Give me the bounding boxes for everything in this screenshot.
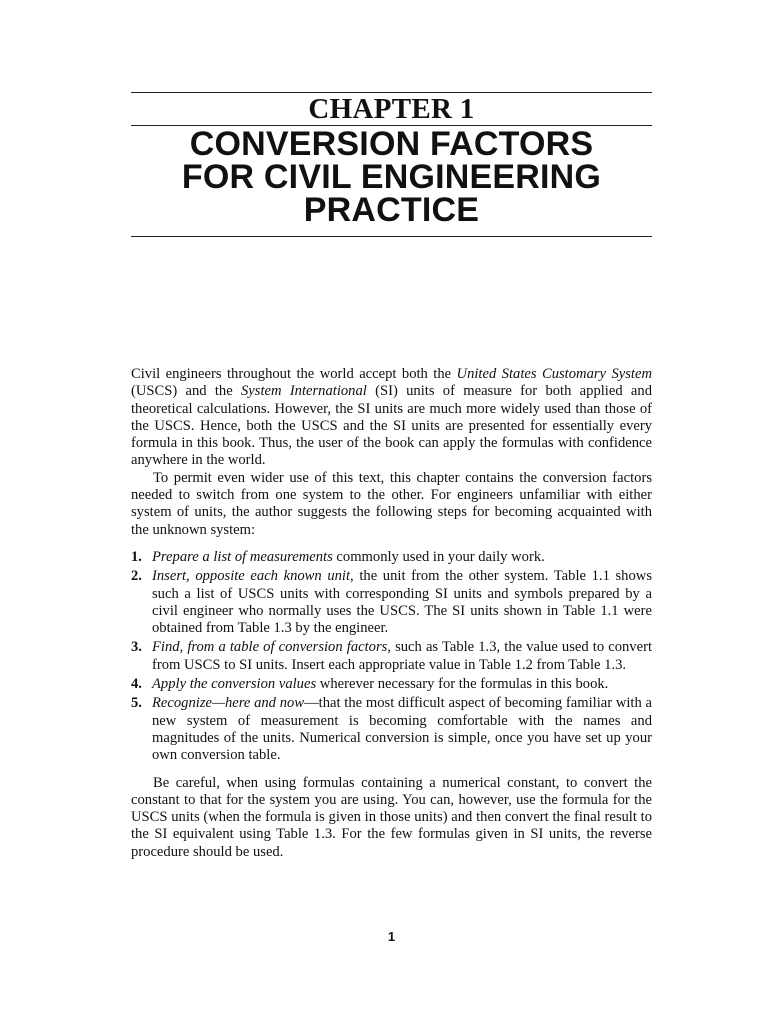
list-item (131, 695, 652, 764)
page-number: 1 (387, 929, 396, 944)
list-item (131, 549, 652, 566)
step-lead: Prepare a list of measurements (152, 548, 333, 565)
closing-paragraph: Be careful, when using formulas containing a numerical constant, to convert the constant to that for the system you are using. You can, however, use the formula for the USCS units (when the formula is given in those units) and then convert the final result to the SI equivalent using Table 1.3. For the few formulas given in SI units, the reverse procedure should be used. (131, 774, 652, 860)
chapter-title-line-1: CONVERSION FACTORS (189, 125, 594, 163)
chapter-title (131, 125, 652, 229)
step-text: the unit from the other system. Table 1.1 shows such a list of USCS units with corresponding SI units and symbols prepared by a civil engineer who normally uses the USCS. The SI units shown in Table 1.1 were obtained from Table 1.3 by the engineer. (152, 568, 652, 637)
step-text: wherever necessary for the formulas in this book. (316, 676, 609, 693)
step-lead: Recognize—here and now (152, 695, 305, 712)
step-text: commonly used in your daily work. (332, 548, 545, 565)
body-text (131, 366, 652, 861)
bottom-rule (131, 236, 652, 237)
uscs-term: United States Customary System (456, 366, 652, 382)
step-text: —that the most difficult aspect of becoming familiar with a new system of measurement is becoming comfortable with the names and magnitudes of the units. Numerical conversion is simple, once you have set up your own conversion table. (152, 695, 652, 764)
intro-paragraph-2: To permit even wider use of this text, this chapter contains the conversion factors needed to switch from one system to the other. For engineers unfamiliar with either system of units, the author suggests the following steps for becoming acquainted with the unknown system: (131, 469, 652, 538)
list-item (131, 568, 652, 637)
list-item (131, 639, 652, 674)
step-number: 2. (131, 568, 142, 585)
step-text: such as Table 1.3, the value used to convert from USCS to SI units. Insert each appropriate value in Table 1.2 from Table 1.3. (152, 639, 652, 673)
step-lead: Apply the conversion values (152, 676, 317, 693)
si-term: System International (241, 383, 367, 400)
intro-p1-text-a: Civil engineers throughout the world accept both the (131, 366, 457, 382)
step-lead: Insert, opposite each known unit, (152, 568, 354, 585)
intro-paragraph-1 (131, 366, 652, 470)
chapter-title-line-2: FOR CIVIL ENGINEERING (181, 158, 602, 196)
step-number: 1. (131, 548, 142, 565)
chapter-title-line-3: PRACTICE (303, 191, 480, 229)
chapter-label: CHAPTER 1 (308, 93, 475, 125)
steps-list (131, 549, 652, 765)
step-number: 4. (131, 676, 142, 693)
list-item (131, 676, 652, 693)
step-number: 5. (131, 695, 142, 712)
intro-p1-text-e: (SI) units of measure for both applied and theoretical calculations. However, the SI units are much more widely used than those of the USCS. Hence, both the USCS and the SI units are presented for essentially every formula in this book. Thus, the user of the book can apply the formulas with confidence anywhere in the world. (131, 383, 652, 469)
step-lead: Find, from a table of conversion factors, (152, 639, 391, 656)
step-number: 3. (131, 639, 142, 656)
intro-p1-text-c: (USCS) and the (131, 383, 241, 400)
